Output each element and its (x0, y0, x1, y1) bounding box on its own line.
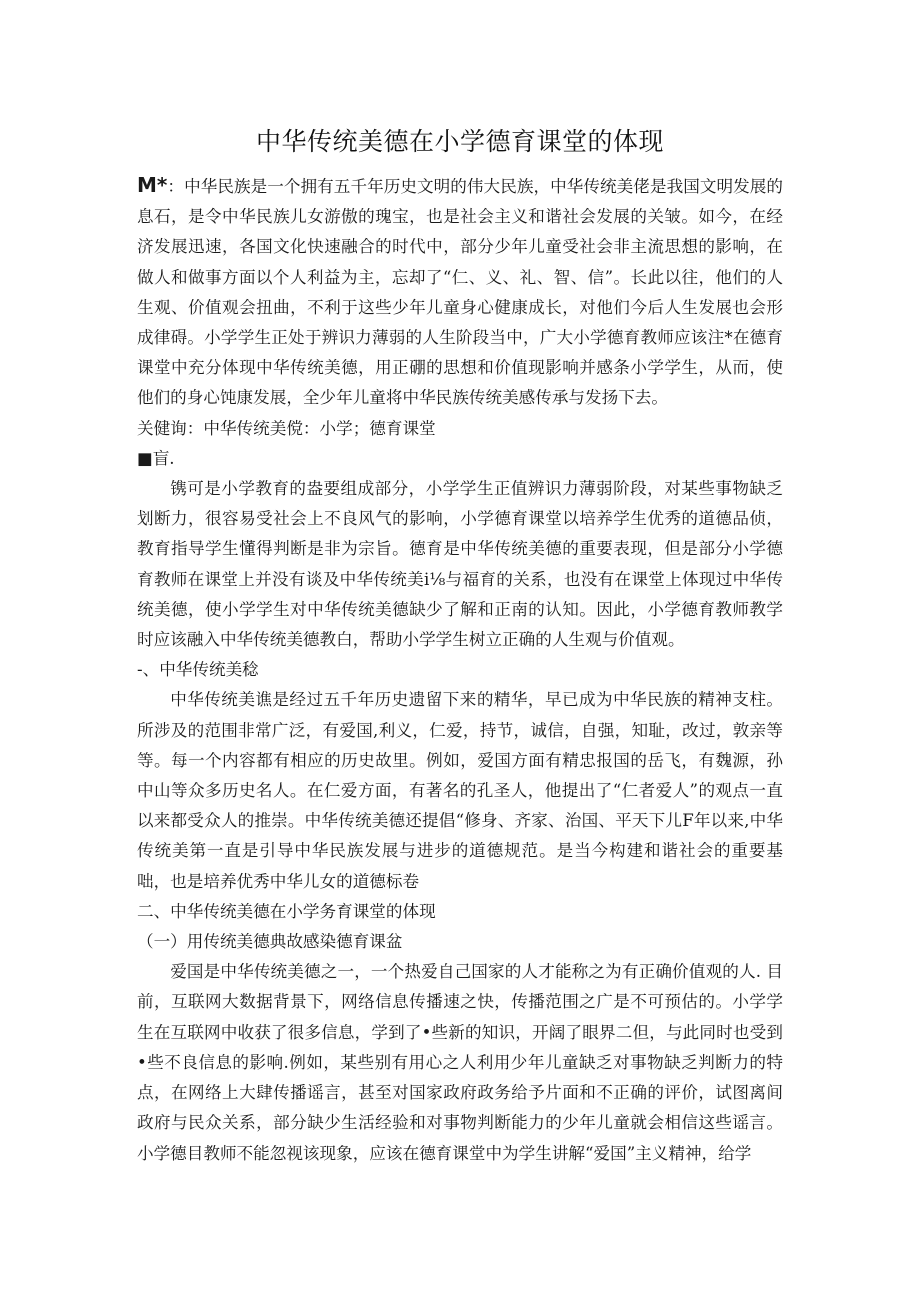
document-body (137, 170, 783, 1169)
section1-paragraph: 中华传统美谯是经过五千年历史遗留下来的精华，早已成为中华民族的精神支柱。所涉及的范围非常广泛，有爱国,利义，仁爱，持节，诚信，自强，知耻，改过，敦亲等等。每一个内容都有相应的历史故里。例如，爱国方面有精忠报国的岳飞，有魏源，孙中山等众多历史名人。在仁爱方面，有著名的孔圣人，他提出了“仁者爱人”的观点一直以来都受众人的推崇。中华传统美德还提倡“修身、齐家、治国、平天下儿F年以来,中华传统美第一直是引导中华民族发展与进步的道德规范。是当今构建和谐社会的重要基咄，也是培养优秀中华儿女的道德标卷 (137, 690, 783, 891)
intro-heading-text: 盲. (152, 448, 175, 468)
section2-heading: 二、中华传统美德在小学务育课堂的体现 (137, 901, 436, 921)
subsection1-heading: （一）用传统美德典故感染德育课盆 (137, 932, 403, 952)
abstract-paragraph (137, 170, 783, 414)
intro-heading (137, 444, 783, 474)
subsection1-paragraph: 爱国是中华传统美德之一，一个热爱自己国家的人才能称之为有正确价值观的人. 目前，互联网大数据背景下，网络信息传播速之快，传播范围之广是不可预估的。小学学生在互联网中收获了很多信息，学到了•些新的知识，开阔了眼界二但，与此同时也受到•些不良信息的影响.例如，某些别有用心之人利用少年儿童缺乏对事物缺乏判断力的特点，在网络上大肆传播谣言，甚至对国家政府政务给予片面和不正确的评价，试图离间政府与民众关系，部分缺少生活经验和对事物判断能力的少年儿童就会相信这些谣言。小学德目教师不能忽视该现象，应该在德育课堂中为学生讲解“爱国”主义精神，给学 (137, 962, 783, 1163)
intro-paragraph: 镌可是小学教育的盎要组成部分，小学学生正值辨识力薄弱阶段，对某些事物缺乏划断力，很容易受社会上不良风气的影响，小学德育课堂以培养学生优秀的道德品侦，教育指导学生懂得判断是非为宗旨。德育是中华传统美德的重要表现，但是部分小学德育教师在课堂上并没有谈及中华传统美i⅛与福育的关系，也没有在课堂上体现过中华传统美德，使小学学生对中华传统美德缺少了解和正南的认知。因此，小学德育教师教学时应该融入中华传统美德教白，帮助小学学生树立正确的人生观与价值观。 (137, 479, 783, 650)
section1-heading: -、中华传统美稔 (137, 660, 259, 680)
document-title: 中华传统美德在小学德育课堂的体现 (255, 127, 664, 156)
abstract-label: M* (137, 173, 168, 197)
intro-heading-mark: ■ (137, 448, 153, 468)
keywords-line: 关健询：中华传统美傥：小学；德育课堂 (137, 418, 436, 438)
abstract-separator: ： (167, 177, 185, 196)
abstract-text: 中华民族是一个拥有五千年历史文明的伟大民族，中华传统美佬是我国文明发展的息石，是令中华民族儿女游傲的瑰宝，也是社会主义和谐社会发展的关皱。如今，在经济发展迅速，各国文化快速融合的时代中，部分少年儿童受社会非主流思想的影响，在做人和做事方面以个人利益为主，忘却了“仁、义、礼、智、信”。长此以往，他们的人生观、价值观会扭曲，不利于这些少年儿童身心健康成长，对他们今后人生发展也会形成律碍。小学学生正处于辨识力薄弱的人生阶段当中，广大小学德育教师应该注*在德育课堂中充分体现中华传统美德，用正硼的思想和价值现影响并感条小学学生，从而，使他们的身心饨康发展，全少年儿童将中华民族传统美感传承与发扬下去。 (137, 177, 784, 408)
